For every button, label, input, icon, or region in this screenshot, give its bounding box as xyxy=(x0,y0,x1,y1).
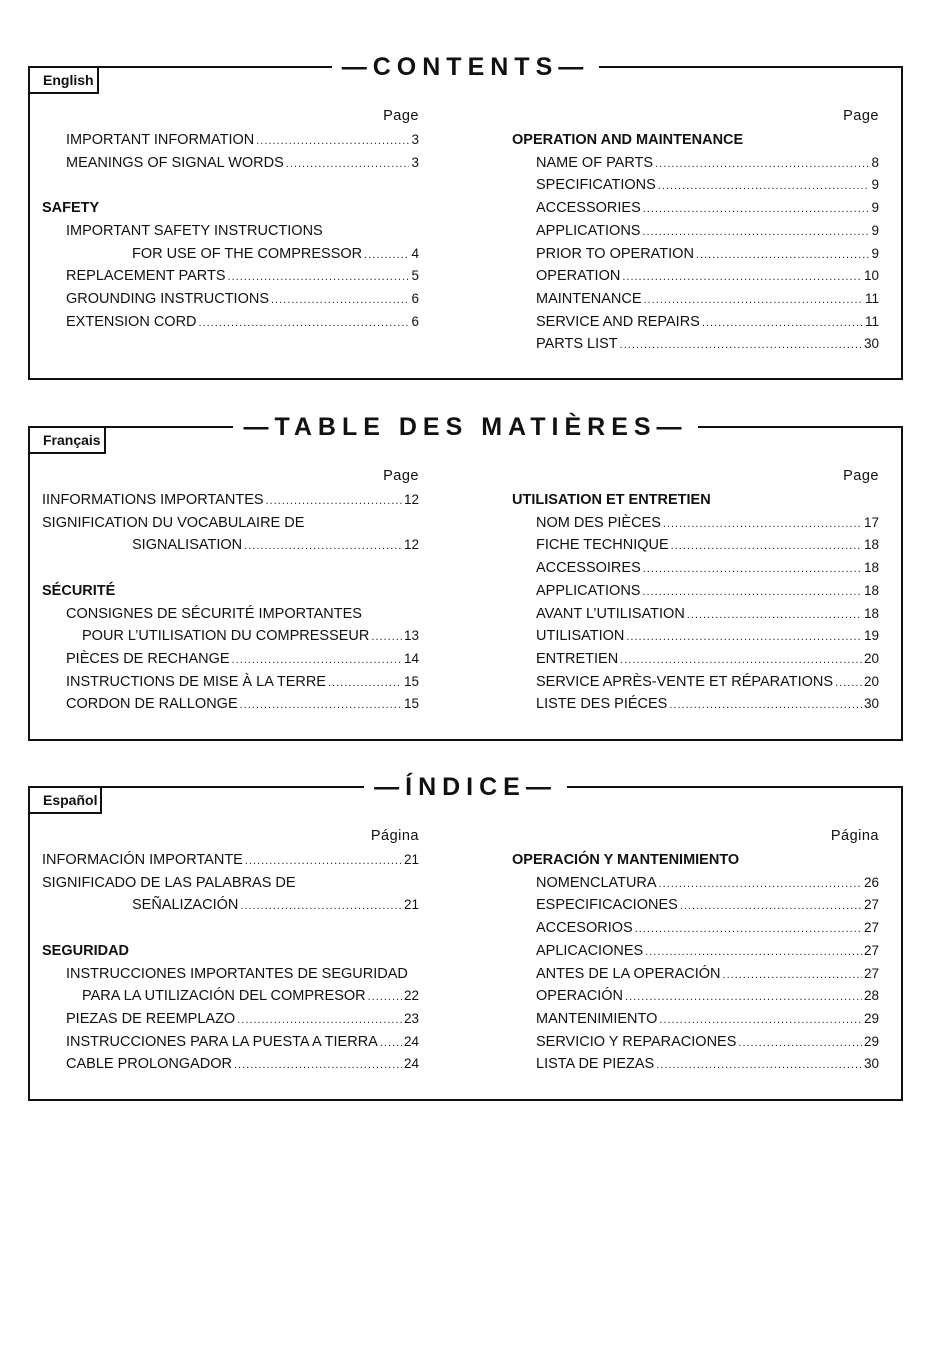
toc-page-number: 12 xyxy=(403,492,419,507)
dot-leader xyxy=(266,491,402,511)
toc-entry xyxy=(512,289,879,309)
page-column-header: Page xyxy=(383,468,419,484)
dot-leader xyxy=(680,896,862,916)
toc-entry-label: INSTRUCCIONES PARA LA PUESTA A TIERRA xyxy=(66,1033,378,1050)
toc-entry-label: UTILISATION xyxy=(536,628,625,645)
toc-entry-label: MAINTENANCE xyxy=(536,290,642,307)
toc-page-number: 12 xyxy=(403,537,419,553)
toc-entry xyxy=(512,513,879,533)
toc-entry xyxy=(42,535,419,555)
toc-entry xyxy=(512,1032,879,1052)
dot-leader xyxy=(702,313,863,333)
toc-entry xyxy=(42,244,419,264)
toc-entry-label: PRIOR TO OPERATION xyxy=(536,245,694,262)
toc-entry-label: EXTENSION CORD xyxy=(66,313,197,330)
toc-page-number: 9 xyxy=(871,222,879,238)
toc-entry xyxy=(42,986,419,1006)
dot-leader xyxy=(669,695,862,715)
toc-entry-label: SEÑALIZACIÓN xyxy=(132,897,239,914)
dot-leader xyxy=(328,673,402,693)
toc-entry xyxy=(512,1009,879,1029)
dot-leader xyxy=(656,1055,862,1075)
language-tab: Español xyxy=(28,786,102,814)
toc-page-number: 24 xyxy=(403,1033,419,1049)
toc-page-number: 18 xyxy=(863,605,879,621)
page-column-header: Página xyxy=(370,828,419,844)
toc-entry xyxy=(42,312,419,332)
toc-entry xyxy=(42,873,419,893)
dot-leader xyxy=(644,290,863,310)
toc-section-heading xyxy=(512,490,879,510)
toc-entry-label: UTILISATION ET ENTRETIEN xyxy=(512,492,711,508)
toc-entry-label: SERVICIO Y REPARACIONES xyxy=(536,1033,737,1050)
dot-leader xyxy=(723,965,862,985)
toc-entry-label: CORDON DE RALLONGE xyxy=(66,696,238,713)
toc-page-number: 18 xyxy=(863,560,879,576)
dot-leader xyxy=(244,536,402,556)
dot-leader xyxy=(643,199,870,219)
toc-entry-label: AVANT L’UTILISATION xyxy=(536,605,685,622)
toc-page-number: 19 xyxy=(863,628,879,644)
page-column-header: Page xyxy=(843,468,879,484)
toc-entry-label: SERVICE APRÈS-VENTE ET RÉPARATIONS xyxy=(536,673,834,690)
toc-entry xyxy=(42,1009,419,1029)
dot-leader xyxy=(659,874,862,894)
toc-entry-label: SPECIFICATIONS xyxy=(536,177,656,194)
toc-entry xyxy=(42,649,419,669)
dot-leader xyxy=(620,335,862,355)
toc-page-number: 18 xyxy=(863,582,879,598)
toc-entry-label: PARA LA UTILIZACIÓN DEL COMPRESOR xyxy=(82,988,366,1005)
dot-leader xyxy=(663,514,862,534)
dot-leader xyxy=(232,650,402,670)
toc-entry-label: SAFETY xyxy=(42,200,100,217)
toc-entry-label: LISTA DE PIEZAS xyxy=(536,1056,655,1073)
toc-page-number: 10 xyxy=(863,268,879,284)
toc-entry xyxy=(42,513,419,533)
dot-leader xyxy=(642,582,861,602)
toc-entry-label: NOMENCLATURA xyxy=(536,874,657,891)
dot-leader xyxy=(620,650,862,670)
dot-leader xyxy=(228,267,410,287)
toc-entry xyxy=(512,221,879,241)
toc-entry xyxy=(512,672,879,692)
toc-entry-label: NOM DES PIÈCES xyxy=(536,514,661,531)
dot-leader xyxy=(286,154,410,174)
toc-section-heading xyxy=(512,130,879,150)
toc-entry xyxy=(42,604,419,624)
page-column-header: Página xyxy=(830,828,879,844)
toc-page-number: 23 xyxy=(403,1010,419,1026)
toc-section-heading xyxy=(42,941,419,961)
toc-page-number: 21 xyxy=(403,897,419,913)
toc-page-number: 3 xyxy=(411,132,419,147)
toc-page-number: 17 xyxy=(863,514,879,530)
toc-entry-label: INSTRUCCIONES IMPORTANTES DE SEGURIDAD xyxy=(66,965,408,982)
language-tab: Français xyxy=(28,426,106,454)
toc-entry xyxy=(42,850,419,870)
toc-page-number: 11 xyxy=(864,313,879,329)
toc-entry xyxy=(512,895,879,915)
toc-entry xyxy=(512,1054,879,1074)
toc-entry xyxy=(512,918,879,938)
toc-entry-label: ESPECIFICACIONES xyxy=(536,897,678,914)
toc-entry-label: SIGNIFICATION DU VOCABULAIRE DE xyxy=(42,514,305,531)
toc-entry-label: SEGURIDAD xyxy=(42,942,130,959)
dot-leader xyxy=(240,896,402,916)
toc-page-number: 11 xyxy=(864,290,879,306)
toc-entry-label: INSTRUCTIONS DE MISE À LA TERRE xyxy=(66,673,326,690)
dot-leader xyxy=(738,1033,862,1053)
toc-entry xyxy=(42,221,419,241)
toc-page-number: 8 xyxy=(871,154,879,170)
toc-page-number: 30 xyxy=(863,336,879,352)
toc-page-number: 14 xyxy=(403,650,419,666)
dot-leader xyxy=(835,673,862,693)
toc-entry-label: IINFORMATIONS IMPORTANTES xyxy=(42,492,264,508)
section-title: —TABLE DES MATIÈRES— xyxy=(30,412,901,442)
dot-leader xyxy=(368,987,402,1007)
dot-leader xyxy=(237,1010,402,1030)
toc-entry xyxy=(42,1032,419,1052)
toc-page-number: 6 xyxy=(411,290,419,306)
toc-section-heading xyxy=(42,581,419,601)
toc-entry-label: SIGNALISATION xyxy=(132,537,243,554)
toc-entry xyxy=(512,941,879,961)
toc-entry xyxy=(512,535,879,555)
toc-entry xyxy=(42,266,419,286)
toc-entry-label: INFORMACIÓN IMPORTANTE xyxy=(42,852,243,868)
toc-page-number: 30 xyxy=(863,1056,879,1072)
toc-page-number: 15 xyxy=(403,696,419,712)
dot-leader xyxy=(626,627,862,647)
toc-page-number: 22 xyxy=(403,988,419,1004)
toc-entry xyxy=(512,175,879,195)
toc-entry xyxy=(512,604,879,624)
dot-leader xyxy=(245,851,402,871)
toc-entry xyxy=(512,334,879,354)
toc-page-number: 26 xyxy=(863,874,879,890)
language-tab: English xyxy=(28,66,99,94)
toc-page-number: 4 xyxy=(411,245,419,261)
toc-entry xyxy=(42,895,419,915)
dot-leader xyxy=(256,131,409,151)
toc-entry-label: LISTE DES PIÉCES xyxy=(536,696,668,713)
toc-entry xyxy=(42,1054,419,1074)
dot-leader xyxy=(622,267,862,287)
toc-entry-label: PARTS LIST xyxy=(536,336,618,353)
toc-entry xyxy=(42,490,419,510)
toc-entry-label: ANTES DE LA OPERACIÓN xyxy=(536,965,721,982)
toc-page-number: 6 xyxy=(411,313,419,329)
contents-section-english xyxy=(28,53,903,380)
page-column-header: Page xyxy=(843,108,879,124)
dot-leader xyxy=(371,627,402,647)
toc-page-number: 27 xyxy=(863,920,879,936)
toc-page-number: 15 xyxy=(403,673,419,689)
toc-entry-label: SIGNIFICADO DE LAS PALABRAS DE xyxy=(42,874,296,891)
section-title: —ÍNDICE— xyxy=(30,772,901,802)
toc-page-number: 29 xyxy=(863,1033,879,1049)
contents-section-french xyxy=(28,413,903,741)
toc-entry-label: ENTRETIEN xyxy=(536,650,619,667)
toc-page-number: 24 xyxy=(403,1056,419,1072)
toc-entry-label: ACCESORIOS xyxy=(536,920,633,937)
toc-entry-label: APPLICATIONS xyxy=(536,222,641,239)
dot-leader xyxy=(364,245,409,265)
dot-leader xyxy=(642,222,869,242)
toc-entry xyxy=(512,312,879,332)
toc-entry-label: MEANINGS OF SIGNAL WORDS xyxy=(66,154,284,171)
toc-entry-label: MANTENIMIENTO xyxy=(536,1010,658,1027)
toc-entry-label: FOR USE OF THE COMPRESSOR xyxy=(132,245,363,262)
toc-section-heading xyxy=(512,850,879,870)
toc-entry xyxy=(512,581,879,601)
toc-entry-label: REPLACEMENT PARTS xyxy=(66,268,226,285)
dot-leader xyxy=(240,695,402,715)
toc-entry xyxy=(512,266,879,286)
toc-entry-label: APLICACIONES xyxy=(536,942,644,959)
toc-page-number: 5 xyxy=(411,268,419,284)
toc-entry xyxy=(42,130,419,150)
dot-leader xyxy=(671,536,862,556)
dot-leader xyxy=(659,1010,862,1030)
toc-entry-label: POUR L’UTILISATION DU COMPRESSEUR xyxy=(82,628,370,645)
dot-leader xyxy=(199,313,410,333)
toc-entry-label: SÉCURITÉ xyxy=(42,582,116,599)
toc-page-number: 27 xyxy=(863,942,879,958)
dot-leader xyxy=(635,919,862,939)
toc-entry-label: CONSIGNES DE SÉCURITÉ IMPORTANTES xyxy=(66,605,362,622)
toc-entry-label: OPERACIÓN xyxy=(536,988,624,1005)
toc-page-number: 13 xyxy=(403,628,419,644)
toc-entry-label: OPERACIÓN Y MANTENIMIENTO xyxy=(512,852,740,868)
section-title: —CONTENTS— xyxy=(30,52,901,82)
toc-entry xyxy=(512,244,879,264)
dot-leader xyxy=(658,176,870,196)
toc-entry xyxy=(512,153,879,173)
toc-page-number: 9 xyxy=(871,200,879,216)
toc-entry xyxy=(512,626,879,646)
toc-entry-label: OPERATION xyxy=(536,268,621,285)
toc-entry xyxy=(512,649,879,669)
toc-page-number: 20 xyxy=(863,673,879,689)
dot-leader xyxy=(234,1055,402,1075)
dot-leader xyxy=(625,987,862,1007)
dot-leader xyxy=(645,942,862,962)
dot-leader xyxy=(687,605,862,625)
toc-entry-label: ACCESSOIRES xyxy=(536,560,641,577)
toc-entry-label: CABLE PROLONGADOR xyxy=(66,1056,232,1073)
toc-entry xyxy=(512,873,879,893)
dot-leader xyxy=(380,1033,402,1053)
toc-entry xyxy=(42,964,419,984)
toc-entry xyxy=(42,672,419,692)
toc-entry xyxy=(42,153,419,173)
toc-page-number: 21 xyxy=(403,852,419,867)
toc-entry-label: OPERATION AND MAINTENANCE xyxy=(512,132,744,148)
toc-entry xyxy=(512,558,879,578)
toc-entry xyxy=(512,694,879,714)
toc-entry-label: SERVICE AND REPAIRS xyxy=(536,313,700,330)
toc-entry xyxy=(512,198,879,218)
toc-entry-label: ACCESSORIES xyxy=(536,200,641,217)
toc-page-number: 29 xyxy=(863,1010,879,1026)
toc-entry xyxy=(512,986,879,1006)
toc-entry xyxy=(42,289,419,309)
toc-entry-label: IMPORTANT INFORMATION xyxy=(66,132,255,148)
toc-entry-label: FICHE TECHNIQUE xyxy=(536,537,669,554)
toc-section-heading xyxy=(42,198,419,218)
toc-entry-label: APPLICATIONS xyxy=(536,582,641,599)
toc-entry-label: PIÈCES DE RECHANGE xyxy=(66,650,230,667)
toc-page-number: 28 xyxy=(863,988,879,1004)
dot-leader xyxy=(655,154,869,174)
contents-section-spanish xyxy=(28,773,903,1101)
toc-page-number: 9 xyxy=(871,245,879,261)
toc-page-number: 3 xyxy=(411,154,419,170)
toc-page-number: 27 xyxy=(863,965,879,981)
toc-page-number: 9 xyxy=(871,177,879,193)
toc-entry-label: GROUNDING INSTRUCTIONS xyxy=(66,290,269,307)
toc-entry xyxy=(42,694,419,714)
toc-entry xyxy=(42,626,419,646)
dot-leader xyxy=(643,559,862,579)
toc-page-number: 30 xyxy=(863,696,879,712)
toc-entry-label: IMPORTANT SAFETY INSTRUCTIONS xyxy=(66,222,323,239)
toc-page-number: 20 xyxy=(863,650,879,666)
dot-leader xyxy=(271,290,409,310)
toc-entry-label: NAME OF PARTS xyxy=(536,154,654,171)
dot-leader xyxy=(696,245,870,265)
toc-entry-label: PIEZAS DE REEMPLAZO xyxy=(66,1010,236,1027)
page-column-header: Page xyxy=(383,108,419,124)
toc-page-number: 27 xyxy=(863,897,879,913)
toc-page-number: 18 xyxy=(863,537,879,553)
toc-entry xyxy=(512,964,879,984)
